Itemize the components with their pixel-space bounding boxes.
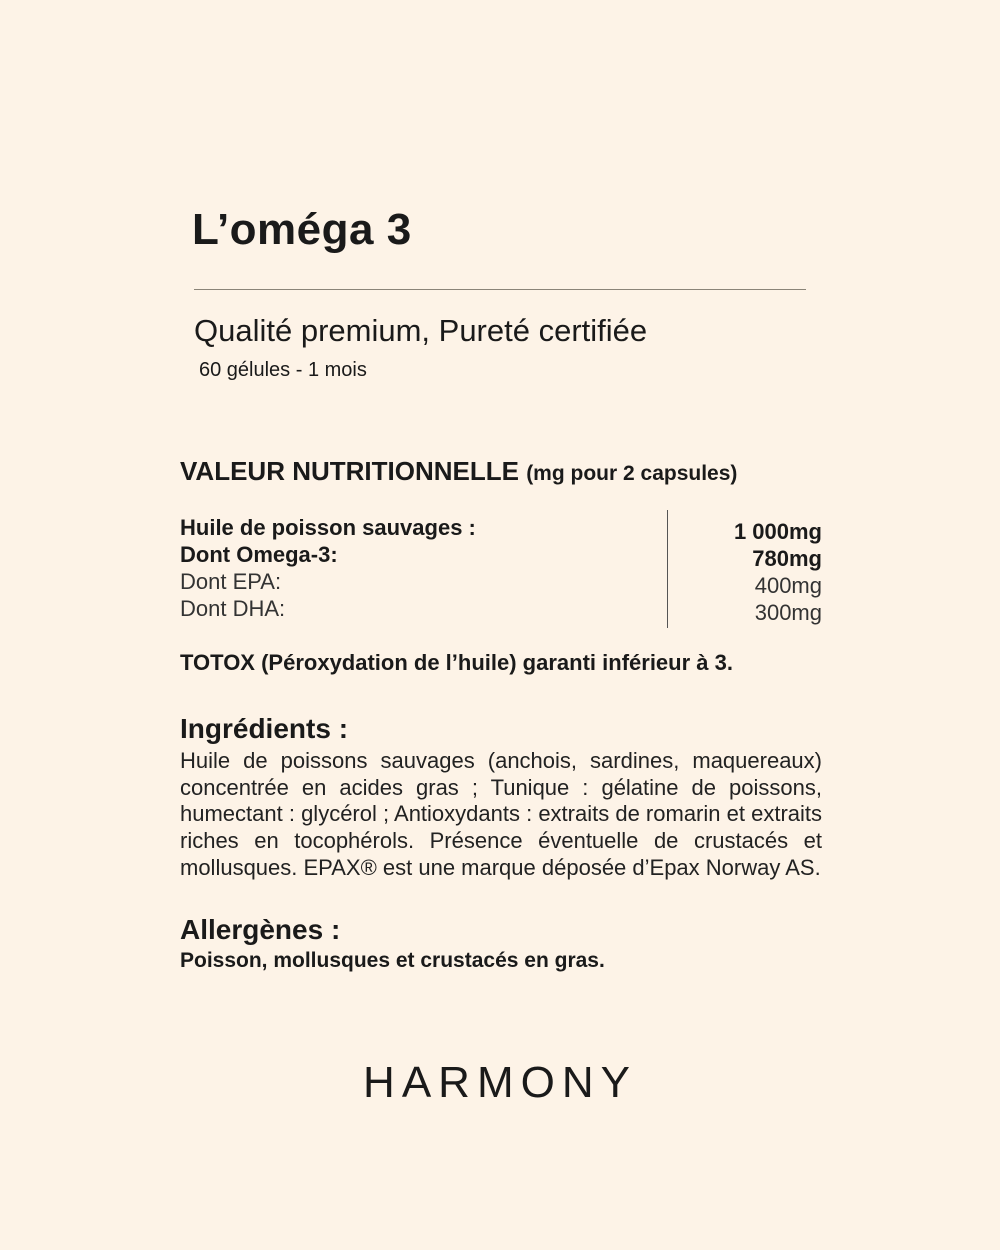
ingredients-text: Huile de poissons sauvages (anchois, sardines, maquereaux) concentrée en acides gras ; Tunique : gélatine de poissons, humectant : glycérol ; Antioxydants : extraits de romarin et extraits riches en tocophérols. Présence éventuelle de crustacés et mollusques. EPAX® est une marque déposée d’Epax Norway AS. xyxy=(180,748,822,880)
product-subtitle: Qualité premium, Pureté certifiée xyxy=(194,313,648,348)
allergens-text: Poisson, mollusques et crustacés en gras. xyxy=(180,949,605,972)
nutrition-table xyxy=(180,510,822,630)
nutrition-heading-unit: (mg pour 2 capsules) xyxy=(526,462,738,485)
nutrition-heading xyxy=(180,456,737,487)
nutrition-values xyxy=(734,518,822,626)
nutrition-divider xyxy=(667,510,668,628)
nutrition-label-fish-oil: Huile de poisson sauvages : xyxy=(180,515,476,540)
product-format: 60 gélules - 1 mois xyxy=(199,359,367,381)
totox-note: TOTOX (Péroxydation de l’huile) garanti inférieur à 3. xyxy=(180,650,733,675)
title-divider xyxy=(194,289,806,290)
brand-logo: HARMONY xyxy=(363,1058,637,1107)
nutrition-value-epa: 400mg xyxy=(754,573,822,598)
nutrition-value-dha: 300mg xyxy=(754,600,822,625)
ingredients-heading: Ingrédients : xyxy=(180,713,349,744)
nutrition-label-omega3: Dont Omega-3: xyxy=(180,542,338,567)
nutrition-heading-title: VALEUR NUTRITIONNELLE xyxy=(180,456,519,486)
nutrition-label-epa: Dont EPA: xyxy=(180,569,282,594)
nutrition-labels xyxy=(180,514,476,622)
product-title: L’oméga 3 xyxy=(192,205,412,254)
nutrition-label-dha: Dont DHA: xyxy=(180,596,286,621)
nutrition-value-omega3: 780mg xyxy=(752,546,822,571)
nutrition-value-fish-oil: 1 000mg xyxy=(733,519,822,544)
allergens-heading: Allergènes : xyxy=(180,914,341,945)
